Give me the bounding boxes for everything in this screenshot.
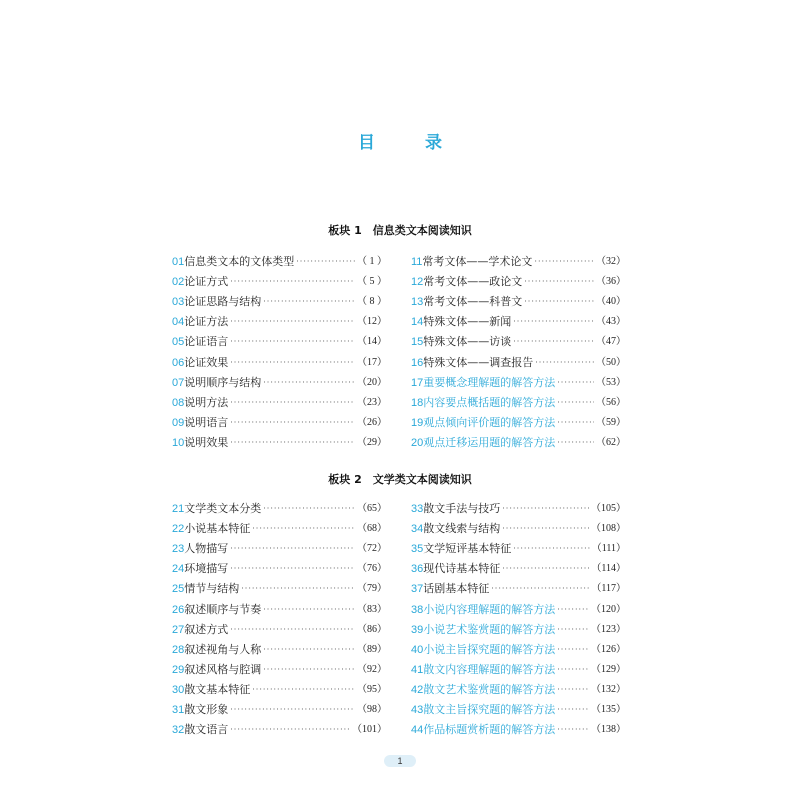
toc-entry-title: 作品标题赏析题的解答方法 xyxy=(423,723,556,737)
toc-entry-page: （26） xyxy=(357,416,387,428)
toc-entry-page: （72） xyxy=(357,543,387,555)
dot-leader xyxy=(557,720,589,740)
toc-entry-number: 35 xyxy=(411,543,424,556)
toc-entry-page: （32） xyxy=(596,256,626,268)
dot-leader xyxy=(502,499,589,519)
toc-entry-page: （12） xyxy=(357,316,387,328)
dot-leader xyxy=(263,600,355,620)
toc-entry-title: 小说基本特征 xyxy=(184,522,251,536)
toc-entry[interactable] xyxy=(172,539,387,559)
toc-entry-number: 22 xyxy=(172,523,185,536)
toc-entry-page: （76） xyxy=(357,563,387,575)
dot-leader xyxy=(557,393,594,413)
toc-entry-page: （132） xyxy=(591,683,626,695)
toc-entry-number: 32 xyxy=(172,724,185,737)
toc-entry-title: 常考文体——科普文 xyxy=(423,295,523,309)
dot-leader xyxy=(491,579,589,599)
toc-entry-page: （126） xyxy=(591,643,626,655)
dot-leader xyxy=(252,519,355,539)
toc-entry-title: 重要概念理解题的解答方法 xyxy=(423,375,556,389)
toc-entry-title: 说明方法 xyxy=(184,395,229,409)
dot-leader xyxy=(252,680,355,700)
toc-entry[interactable] xyxy=(172,579,387,599)
toc-entry-page: （17） xyxy=(357,356,387,368)
dot-leader xyxy=(263,640,355,660)
toc-entry-number: 19 xyxy=(411,416,424,429)
toc-entry-number: 15 xyxy=(411,336,424,349)
dot-leader xyxy=(513,539,589,559)
dot-leader xyxy=(524,292,594,312)
toc-entry[interactable] xyxy=(172,292,387,312)
toc-entry[interactable] xyxy=(172,640,387,660)
dot-leader xyxy=(263,292,355,312)
toc-entry-title: 说明顺序与结构 xyxy=(184,375,262,389)
toc-entry-title: 叙述方式 xyxy=(184,622,229,636)
toc-entry-number: 31 xyxy=(172,703,185,716)
toc-entry-title: 信息类文本的文体类型 xyxy=(184,255,295,269)
toc-entry-page: （47） xyxy=(596,336,626,348)
toc-entry[interactable] xyxy=(411,393,626,413)
toc-entry-title: 文学短评基本特征 xyxy=(423,542,512,556)
toc-entry-page: （79） xyxy=(357,583,387,595)
toc-entry-page: （95） xyxy=(357,683,387,695)
dot-leader xyxy=(230,433,355,453)
toc-entry[interactable] xyxy=(172,352,387,372)
dot-leader xyxy=(502,559,589,579)
toc-entry-page: （111） xyxy=(591,543,626,555)
toc-entry-title: 观点倾向评价题的解答方法 xyxy=(423,415,556,429)
toc-entry-title: 特殊文体——访谈 xyxy=(423,335,512,349)
toc-entry-page: （40） xyxy=(596,296,626,308)
toc-entry[interactable] xyxy=(172,312,387,332)
toc-entry-title: 观点迁移运用题的解答方法 xyxy=(423,435,556,449)
section-heading-1: 板块 1 信息类文本阅读知识 xyxy=(328,224,472,237)
toc-entry[interactable] xyxy=(411,413,626,433)
toc-entry[interactable] xyxy=(411,559,626,579)
toc-entry-title: 环境描写 xyxy=(184,562,229,576)
toc-entry-number: 21 xyxy=(172,503,185,516)
toc-entry-number: 36 xyxy=(411,563,424,576)
toc-entry-number: 10 xyxy=(172,436,185,449)
toc-entry-page: （117） xyxy=(591,583,626,595)
dot-leader xyxy=(230,700,355,720)
toc-entry-page: （62） xyxy=(596,436,626,448)
toc-entry-page: （43） xyxy=(596,316,626,328)
toc-entry[interactable] xyxy=(411,539,626,559)
toc-entry-number: 08 xyxy=(172,396,185,409)
toc-entry-page: （65） xyxy=(357,503,387,515)
toc-entry-page: （ 8 ） xyxy=(357,296,387,308)
toc-entry-number: 39 xyxy=(411,623,424,636)
toc-entry-title: 情节与结构 xyxy=(184,582,240,596)
dot-leader xyxy=(230,312,355,332)
toc-entry[interactable] xyxy=(172,519,387,539)
toc-entry-number: 34 xyxy=(411,523,424,536)
toc-entry-title: 小说内容理解题的解答方法 xyxy=(423,602,556,616)
toc-entry-page: （23） xyxy=(357,396,387,408)
toc-entry[interactable] xyxy=(172,252,387,272)
toc-entry[interactable] xyxy=(172,393,387,413)
toc-entry-title: 小说艺术鉴赏题的解答方法 xyxy=(423,622,556,636)
toc-entry-number: 30 xyxy=(172,683,185,696)
toc-entry-title: 散文艺术鉴赏题的解答方法 xyxy=(423,682,556,696)
toc-column-right xyxy=(411,252,626,453)
toc-entry-number: 11 xyxy=(411,256,423,269)
toc-entry[interactable] xyxy=(411,700,626,720)
toc-entry[interactable] xyxy=(172,272,387,292)
toc-entry[interactable] xyxy=(411,292,626,312)
toc-entry[interactable] xyxy=(172,332,387,352)
toc-entry-number: 05 xyxy=(172,336,185,349)
toc-entry-title: 散文手法与技巧 xyxy=(423,502,501,516)
toc-entry-title: 叙述顺序与节奏 xyxy=(184,602,262,616)
dot-leader xyxy=(230,393,355,413)
toc-entry-number: 01 xyxy=(172,256,185,269)
toc-entry-title: 散文基本特征 xyxy=(184,682,251,696)
toc-entry-number: 13 xyxy=(411,296,424,309)
toc-entry-title: 文学类文本分类 xyxy=(184,502,262,516)
toc-entry-page: （108） xyxy=(591,523,626,535)
toc-entry-page: （83） xyxy=(357,603,387,615)
toc-entry-number: 07 xyxy=(172,376,185,389)
dot-leader xyxy=(557,620,589,640)
page-title: 目 录 xyxy=(358,133,464,153)
toc-entry-number: 17 xyxy=(411,376,424,389)
dot-leader xyxy=(230,413,355,433)
toc-entry-page: （135） xyxy=(591,703,626,715)
dot-leader xyxy=(524,272,594,292)
toc-entry-number: 28 xyxy=(172,643,185,656)
toc-entry[interactable] xyxy=(172,720,387,740)
toc-entry-title: 常考文体——政论文 xyxy=(423,275,523,289)
toc-entry-number: 33 xyxy=(411,503,424,516)
toc-entry[interactable] xyxy=(172,373,387,393)
section-heading-2: 板块 2 文学类文本阅读知识 xyxy=(328,473,472,486)
toc-entry-number: 03 xyxy=(172,296,185,309)
dot-leader xyxy=(513,312,594,332)
toc-entry-page: （89） xyxy=(357,643,387,655)
toc-entry-page: （ 5 ） xyxy=(357,276,387,288)
toc-entry-page: （29） xyxy=(357,436,387,448)
toc-entry[interactable] xyxy=(411,352,626,372)
dot-leader xyxy=(230,620,355,640)
toc-entry[interactable] xyxy=(411,272,626,292)
toc-entry[interactable] xyxy=(172,620,387,640)
toc-entry-title: 散文线索与结构 xyxy=(423,522,501,536)
toc-entry-page: （50） xyxy=(596,356,626,368)
toc-entry-page: （105） xyxy=(591,503,626,515)
toc-entry-page: （114） xyxy=(591,563,626,575)
dot-leader xyxy=(535,353,594,373)
dot-leader xyxy=(557,413,594,433)
dot-leader xyxy=(263,499,355,519)
toc-entry-page: （98） xyxy=(357,703,387,715)
toc-entry-number: 27 xyxy=(172,623,185,636)
dot-leader xyxy=(241,579,355,599)
toc-entry[interactable] xyxy=(411,579,626,599)
toc-entry-number: 12 xyxy=(411,276,424,289)
toc-entry-title: 内容要点概括题的解答方法 xyxy=(423,395,556,409)
toc-entry-title: 说明语言 xyxy=(184,415,229,429)
toc-column-right xyxy=(411,499,626,740)
toc-entry-number: 06 xyxy=(172,356,185,369)
toc-entry-page: （53） xyxy=(596,376,626,388)
dot-leader xyxy=(513,332,594,352)
toc-entry[interactable] xyxy=(411,499,626,519)
toc-entry[interactable] xyxy=(411,640,626,660)
toc-entry-title: 论证方法 xyxy=(184,315,229,329)
toc-entry[interactable] xyxy=(411,373,626,393)
toc-entry-page: （92） xyxy=(357,663,387,675)
toc-entry-number: 38 xyxy=(411,603,424,616)
toc-entry[interactable] xyxy=(172,599,387,619)
toc-entry[interactable] xyxy=(411,332,626,352)
dot-leader xyxy=(557,660,589,680)
dot-leader xyxy=(230,332,355,352)
toc-entry-page: （138） xyxy=(591,724,626,736)
dot-leader xyxy=(230,559,355,579)
toc-entry-page: （86） xyxy=(357,623,387,635)
dot-leader xyxy=(263,373,355,393)
toc-entry[interactable] xyxy=(411,519,626,539)
toc-entry-page: （20） xyxy=(357,376,387,388)
toc-entry-page: （56） xyxy=(596,396,626,408)
toc-entry-title: 散文内容理解题的解答方法 xyxy=(423,662,556,676)
toc-entry-title: 特殊文体——调查报告 xyxy=(423,355,534,369)
dot-leader xyxy=(557,373,594,393)
dot-leader xyxy=(557,680,589,700)
toc-entry[interactable] xyxy=(411,312,626,332)
toc-entry-title: 现代诗基本特征 xyxy=(423,562,501,576)
toc-entry[interactable] xyxy=(411,680,626,700)
toc-entry-page: （ 1 ） xyxy=(357,256,387,268)
dot-leader xyxy=(230,720,350,740)
dot-leader xyxy=(502,519,589,539)
dot-leader xyxy=(230,539,355,559)
toc-entry-number: 40 xyxy=(411,643,424,656)
toc-entry-title: 散文主旨探究题的解答方法 xyxy=(423,702,556,716)
toc-entry-title: 说明效果 xyxy=(184,435,229,449)
toc-entry[interactable] xyxy=(411,660,626,680)
toc-entry[interactable] xyxy=(411,620,626,640)
toc-entry-title: 话剧基本特征 xyxy=(423,582,490,596)
toc-entry-title: 人物描写 xyxy=(184,542,229,556)
toc-entry[interactable] xyxy=(411,720,626,740)
toc-entry[interactable] xyxy=(411,599,626,619)
dot-leader xyxy=(534,252,594,272)
toc-entry-number: 18 xyxy=(411,396,424,409)
toc-entry[interactable] xyxy=(172,559,387,579)
toc-column-left xyxy=(172,499,387,740)
toc-entry-number: 41 xyxy=(411,663,424,676)
toc-entry-number: 24 xyxy=(172,563,185,576)
toc-entry[interactable] xyxy=(172,680,387,700)
toc-entry-number: 29 xyxy=(172,663,185,676)
toc-entry-title: 特殊文体——新闻 xyxy=(423,315,512,329)
page-number: 1 xyxy=(384,755,416,767)
dot-leader xyxy=(230,353,355,373)
toc-entry[interactable] xyxy=(172,700,387,720)
toc-entry-number: 43 xyxy=(411,703,424,716)
toc-column-left xyxy=(172,252,387,453)
toc-entry-title: 小说主旨探究题的解答方法 xyxy=(423,642,556,656)
toc-entry-page: （68） xyxy=(357,523,387,535)
toc-entry-number: 20 xyxy=(411,436,424,449)
toc-entry[interactable] xyxy=(172,499,387,519)
dot-leader xyxy=(557,640,589,660)
toc-entry-number: 42 xyxy=(411,683,424,696)
toc-entry-title: 叙述视角与人称 xyxy=(184,642,262,656)
toc-entry-title: 散文形象 xyxy=(184,702,229,716)
toc-entry[interactable] xyxy=(172,413,387,433)
toc-entry-number: 37 xyxy=(411,583,424,596)
dot-leader xyxy=(557,433,594,453)
toc-entry-number: 16 xyxy=(411,356,424,369)
toc-entry-number: 25 xyxy=(172,583,185,596)
toc-entry-number: 23 xyxy=(172,543,185,556)
dot-leader xyxy=(230,272,355,292)
toc-entry-title: 常考文体——学术论文 xyxy=(422,255,533,269)
dot-leader xyxy=(263,660,355,680)
toc-entry-page: （120） xyxy=(591,603,626,615)
toc-entry-title: 叙述风格与腔调 xyxy=(184,662,262,676)
toc-entry[interactable] xyxy=(172,433,387,453)
toc-entry-number: 02 xyxy=(172,276,185,289)
toc-entry-page: （14） xyxy=(357,336,387,348)
toc-entry-page: （59） xyxy=(596,416,626,428)
toc-entry-page: （36） xyxy=(596,276,626,288)
toc-entry-title: 论证语言 xyxy=(184,335,229,349)
toc-entry-number: 09 xyxy=(172,416,185,429)
toc-entry-number: 14 xyxy=(411,316,424,329)
toc-entry[interactable] xyxy=(411,433,626,453)
dot-leader xyxy=(557,700,589,720)
toc-entry[interactable] xyxy=(411,252,626,272)
toc-entry-number: 44 xyxy=(411,724,424,737)
toc-entry-number: 04 xyxy=(172,316,185,329)
toc-entry-title: 论证效果 xyxy=(184,355,229,369)
dot-leader xyxy=(296,252,355,272)
toc-entry-title: 散文语言 xyxy=(184,723,229,737)
toc-entry-page: （101） xyxy=(352,724,387,736)
dot-leader xyxy=(557,600,589,620)
toc-entry-title: 论证思路与结构 xyxy=(184,295,262,309)
toc-entry-title: 论证方式 xyxy=(184,275,229,289)
toc-entry-page: （123） xyxy=(591,623,626,635)
toc-entry-page: （129） xyxy=(591,663,626,675)
toc-entry[interactable] xyxy=(172,660,387,680)
toc-entry-number: 26 xyxy=(172,603,185,616)
